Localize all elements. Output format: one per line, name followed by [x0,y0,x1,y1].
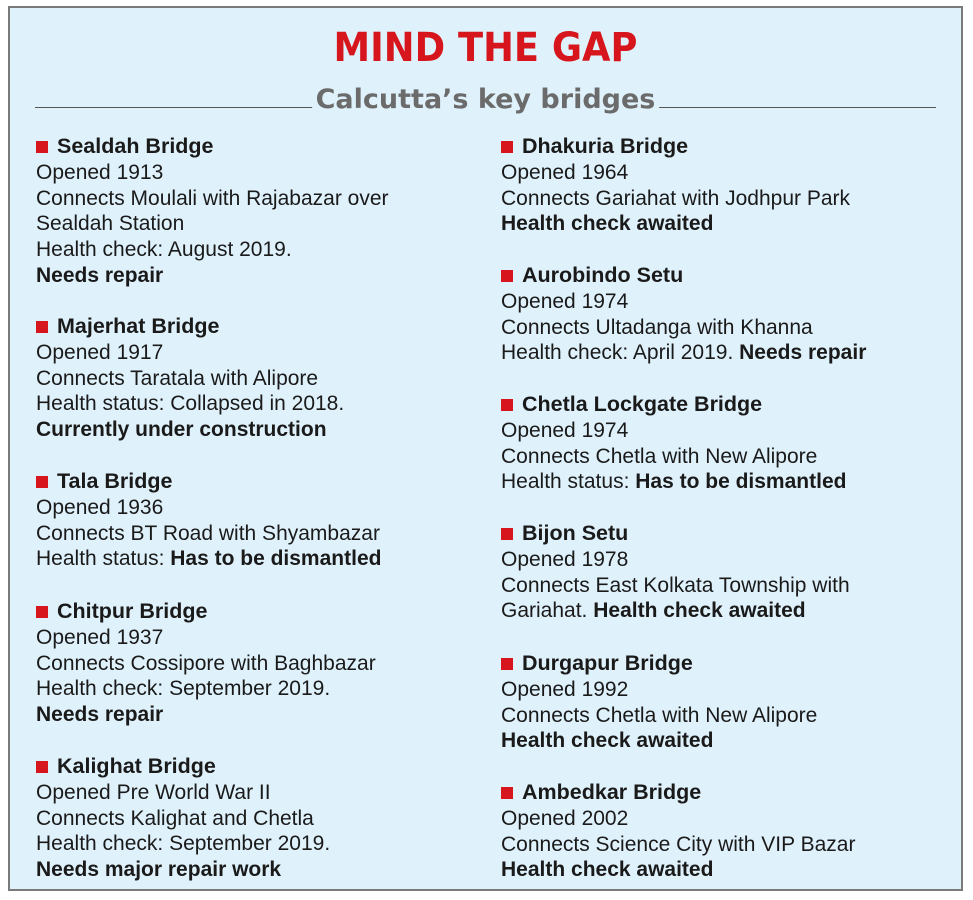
square-bullet-icon [36,476,48,488]
bridge-detail-line [501,857,941,883]
bridge-detail-line [36,237,476,263]
bridge-detail-line [36,651,476,677]
bridge-detail-line [501,289,941,315]
bridge-name [36,469,476,495]
detail-text: Connects BT Road with Shyambazar [36,521,380,545]
bridge-name [501,780,941,806]
bridge-detail-line [501,444,941,470]
bridge-name-text: Chitpur Bridge [57,599,208,623]
page-subtitle: Calcutta’s key bridges [312,80,660,120]
detail-text: Gariahat. [501,599,594,623]
bridge-detail-line [501,677,941,703]
detail-text: Opened 1964 [501,160,629,184]
detail-text: Connects East Kolkata Township with [501,573,850,597]
detail-text: Connects Taratala with Alipore [36,366,319,390]
bridge-name-text: Durgapur Bridge [522,651,693,675]
bridge-entry-chitpur-bridge [36,599,476,728]
detail-status-bold: Health check awaited [501,212,714,236]
bridge-detail-line [36,340,476,366]
square-bullet-icon [501,658,513,670]
detail-status-bold: Needs repair [36,703,164,727]
bridge-name-text: Majerhat Bridge [57,314,220,338]
bridge-detail-line [36,521,476,547]
detail-text: Opened 1917 [36,340,164,364]
bridge-entry-majerhat-bridge [36,314,476,443]
bridge-name [36,754,476,780]
bridge-name [36,134,476,160]
bridge-detail-line [36,495,476,521]
square-bullet-icon [36,606,48,618]
detail-text: Connects Science City with VIP Bazar [501,832,856,856]
bridge-name [36,599,476,625]
bridge-detail-line [36,702,476,728]
detail-text: Connects Chetla with New Alipore [501,444,818,468]
bridge-name-text: Tala Bridge [57,469,173,493]
detail-status-bold: Has to be dismantled [170,547,382,571]
detail-text: Opened 1974 [501,418,629,442]
detail-text: Opened 1913 [36,160,164,184]
detail-text: Opened Pre World War II [36,780,271,804]
bridge-detail-line [36,546,476,572]
square-bullet-icon [36,321,48,333]
bridge-detail-line [501,418,941,444]
page-title: MIND THE GAP [333,25,638,71]
bridge-entry-kalighat-bridge [36,754,476,883]
bridge-detail-line [36,391,476,417]
bridge-detail-line [501,832,941,858]
bridge-detail-line [36,780,476,806]
detail-text: Opened 2002 [501,806,629,830]
bridge-name-text: Kalighat Bridge [57,754,216,778]
bridge-detail-line [501,598,941,624]
bridge-detail-line [36,806,476,832]
detail-text: Sealdah Station [36,212,185,236]
square-bullet-icon [501,528,513,540]
bridge-detail-line [36,366,476,392]
subtitle-block [35,80,936,120]
detail-text: Opened 1936 [36,495,164,519]
detail-text: Connects Ultadanga with Khanna [501,315,813,339]
bridge-detail-line [36,676,476,702]
detail-text: Opened 1992 [501,677,629,701]
detail-text: Health check: September 2019. [36,677,331,701]
bridge-detail-line [501,703,941,729]
bridge-name [501,521,941,547]
square-bullet-icon [501,141,513,153]
bridge-detail-line [501,547,941,573]
detail-status-bold: Needs major repair work [36,858,282,882]
detail-text: Health check: September 2019. [36,832,331,856]
bridge-detail-line [501,211,941,237]
bridge-detail-line [36,417,476,443]
bridge-detail-line [36,625,476,651]
infographic-panel [8,6,963,891]
detail-text: Opened 1974 [501,289,629,313]
detail-text: Health status: [36,547,171,571]
detail-text: Health check: August 2019. [36,238,292,262]
detail-status-bold: Health check awaited [593,599,806,623]
bridge-name-text: Bijon Setu [522,521,629,545]
detail-status-bold: Health check awaited [501,729,714,753]
bridge-name-text: Ambedkar Bridge [522,780,702,804]
square-bullet-icon [36,761,48,773]
bridge-name [36,314,476,340]
bridge-detail-line [36,186,476,212]
detail-status-bold: Needs repair [36,263,164,287]
bridge-detail-line [36,211,476,237]
detail-status-bold: Health check awaited [501,858,714,882]
bridge-entry-chetla-lockgate-bridge [501,392,941,495]
detail-text: Connects Moulali with Rajabazar over [36,186,389,210]
bridge-name-text: Chetla Lockgate Bridge [522,392,763,416]
square-bullet-icon [501,399,513,411]
bridge-detail-line [501,186,941,212]
bridge-name [501,134,941,160]
square-bullet-icon [501,270,513,282]
bridge-detail-line [36,831,476,857]
bridge-detail-line [36,263,476,289]
bridge-entry-dhakuria-bridge [501,134,941,237]
detail-status-bold: Has to be dismantled [635,470,847,494]
bridge-entry-aurobindo-setu [501,263,941,366]
square-bullet-icon [501,787,513,799]
bridge-name [501,263,941,289]
bridge-detail-line [501,806,941,832]
detail-text: Health check: April 2019. [501,341,740,365]
detail-text: Connects Kalighat and Chetla [36,806,314,830]
detail-status-bold: Needs repair [739,341,867,365]
bridge-detail-line [501,340,941,366]
bridge-detail-line [501,469,941,495]
detail-text: Opened 1937 [36,625,164,649]
bridge-detail-line [501,728,941,754]
bridge-detail-line [36,857,476,883]
detail-text: Connects Cossipore with Baghbazar [36,651,376,675]
bridge-entry-bijon-setu [501,521,941,624]
bridge-name [501,651,941,677]
bridge-entry-durgapur-bridge [501,651,941,754]
bridge-entry-tala-bridge [36,469,476,572]
bridge-entry-sealdah-bridge [36,134,476,289]
bridge-detail-line [501,315,941,341]
bridge-name-text: Dhakuria Bridge [522,134,689,158]
detail-text: Health status: Collapsed in 2018. [36,392,345,416]
bridge-name-text: Sealdah Bridge [57,134,214,158]
detail-status-bold: Currently under construction [36,418,327,442]
bridge-name [501,392,941,418]
detail-text: Connects Chetla with New Alipore [501,703,818,727]
bridge-detail-line [501,573,941,599]
bridge-detail-line [36,160,476,186]
detail-text: Health status: [501,470,636,494]
bridge-name-text: Aurobindo Setu [522,263,684,287]
bridge-detail-line [501,160,941,186]
detail-text: Connects Gariahat with Jodhpur Park [501,186,851,210]
square-bullet-icon [36,141,48,153]
bridge-entry-ambedkar-bridge [501,780,941,883]
detail-text: Opened 1978 [501,547,629,571]
